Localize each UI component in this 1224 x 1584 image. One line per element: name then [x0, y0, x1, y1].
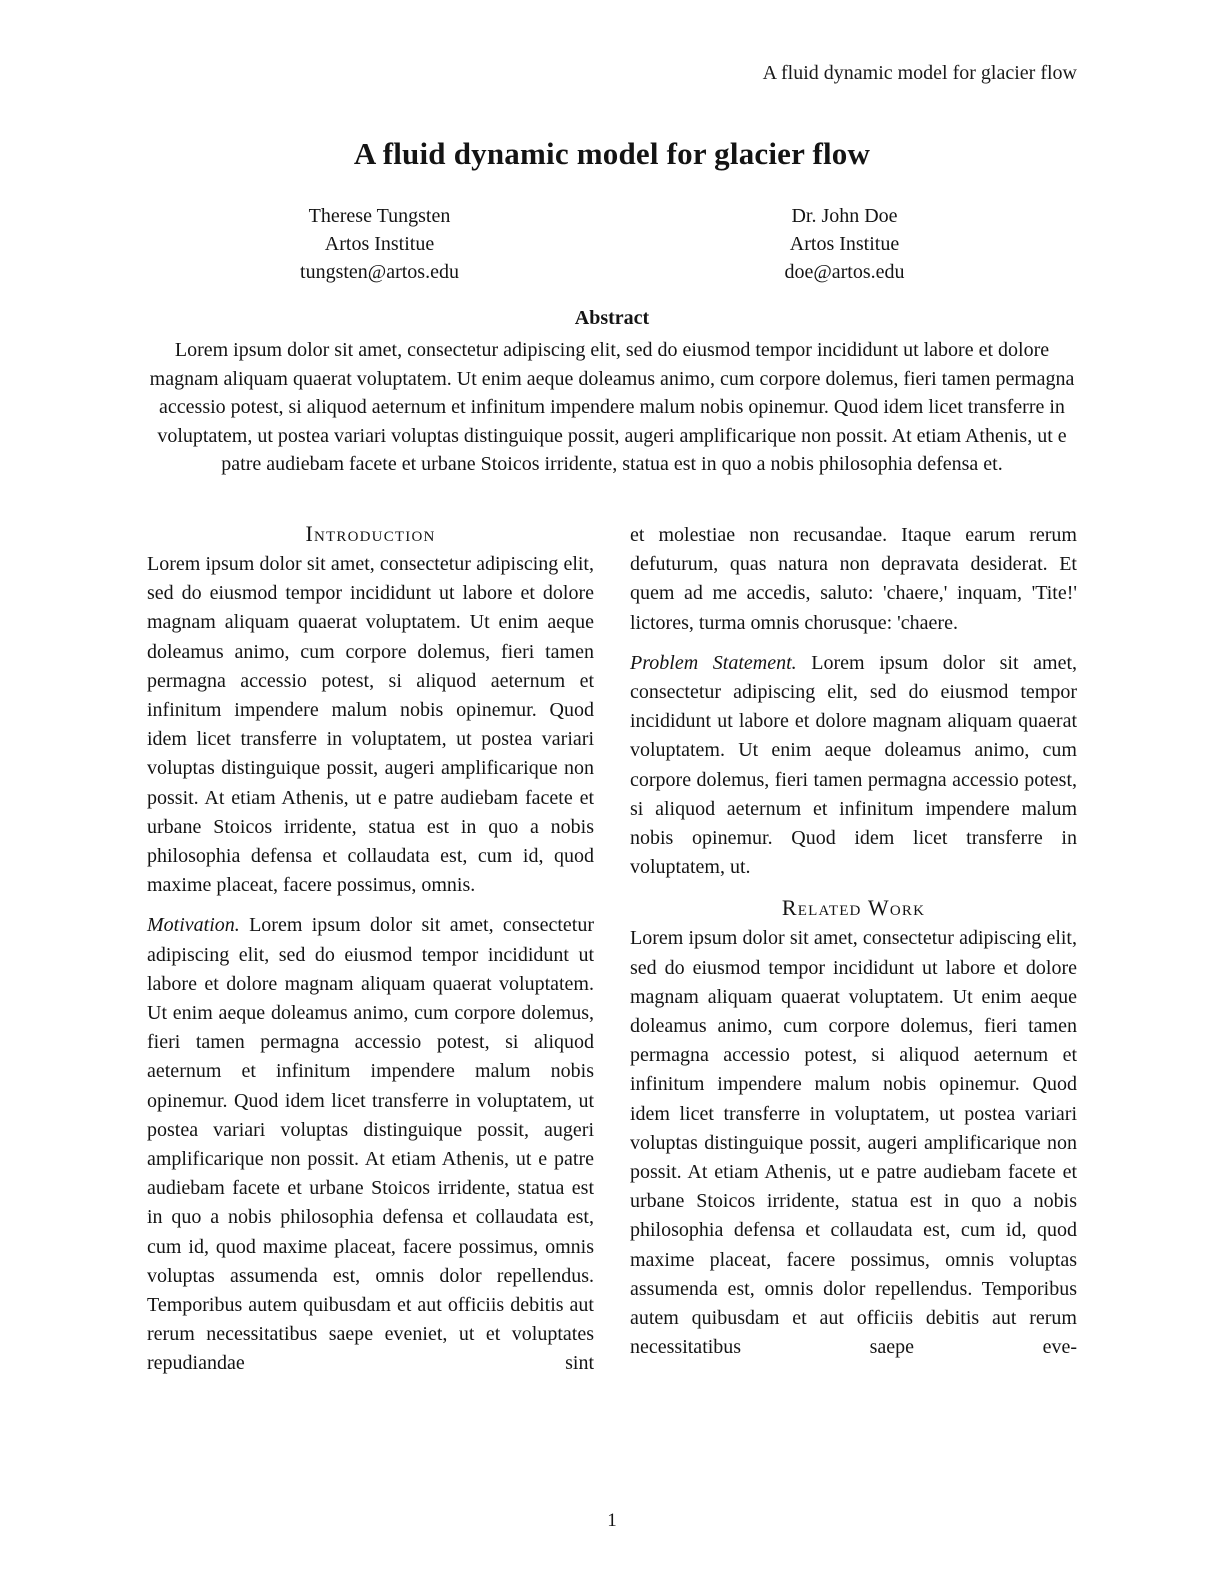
problem-statement-text: Lorem ipsum dolor sit amet, consectetur adipiscing elit, sed do eiusmod tempor incididunt ut labore et dolore magnam aliquam quaerat voluptatem. Ut enim aeque doleamus animo, cum corpore dolemus, fieri tamen permagna accessio potest, si aliquod aeternum et infinitum impendere malum nobis opinemur. Quod idem licet transferre in voluptatem, ut. — [630, 651, 1077, 879]
motivation-continuation-paragraph: et molestiae non recusandae. Itaque earum rerum defuturum, quas natura non depravata desiderat. Et quem ad me accedis, saluto: 'chaere,' inquam, 'Tite!' lictores, turma omnis chorusque: 'chaere. — [630, 523, 1077, 634]
introduction-paragraph: Lorem ipsum dolor sit amet, consectetur adipiscing elit, sed do eiusmod tempor incididunt ut labore et dolore magnam aliquam quaerat voluptatem. Ut enim aeque doleamus animo, cum corpore dolemus, fieri tamen permagna accessio potest, si aliquod aeternum et infinitum impendere malum nobis opinemur. Quod idem licet transferre in voluptatem, ut postea variari voluptas distinguique possit, augeri amplificarique non possit. At etiam Athenis, ut e patre audiebam facete et urbane Stoicos irridente, statua est in quo a nobis philosophia defensa et collaudata est, cum id, quod maxime placeat, facere possimus, omnis. — [147, 552, 594, 897]
abstract-text: Lorem ipsum dolor sit amet, consectetur adipiscing elit, sed do eiusmod tempor incididunt ut labore et dolore magnam aliquam quaerat voluptatem. Ut enim aeque doleamus animo, cum corpore dolemus, fieri tamen permagna accessio potest, si aliquod aeternum et infinitum impendere malum nobis opinemur. Quod idem licet transferre in voluptatem, ut postea variari voluptas distinguique possit, augeri amplificarique non possit. At etiam Athenis, ut e patre audiebam facete et urbane Stoicos irridente, statua est in quo a nobis philosophia defensa et. — [149, 339, 1075, 476]
author-block — [147, 202, 1077, 286]
author-1-affiliation: Artos Institue — [324, 233, 435, 255]
author-1-email: tungsten@artos.edu — [300, 261, 459, 283]
author-2 — [612, 202, 1077, 286]
author-2-email: doe@artos.edu — [784, 261, 905, 283]
running-header: A fluid dynamic model for glacier flow — [762, 62, 1077, 84]
author-2-name: Dr. John Doe — [791, 205, 898, 227]
author-1 — [147, 202, 612, 286]
problem-statement-label: Problem Statement. — [630, 651, 797, 674]
section-heading-related-work: Related Work — [781, 895, 926, 921]
body-columns — [147, 521, 1077, 1379]
author-2-affiliation: Artos Institue — [789, 233, 900, 255]
author-1-name: Therese Tungsten — [308, 205, 451, 227]
problem-statement-paragraph — [630, 649, 1077, 883]
motivation-text: Lorem ipsum dolor sit amet, consectetur adipiscing elit, sed do eiusmod tempor incididunt ut labore et dolore magnam aliquam quaerat voluptatem. Ut enim aeque doleamus animo, cum corpore dolemus, fieri tamen permagna accessio potest, si aliquod aeternum et infinitum impendere malum nobis opinemur. Quod idem licet transferre in voluptatem, ut postea variari voluptas distinguique possit, augeri amplificarique non possit. At etiam Athenis, ut e patre audiebam facete et urbane Stoicos irridente, statua est in quo a nobis philosophia defensa et collaudata est, cum id, quod maxime placeat, facere possimus, omnis voluptas assumenda est, omnis dolor repellendus. Temporibus autem quibusdam et aut officiis debitis aut rerum necessitatibus saepe eveniet, ut et voluptates repudiandae sint — [147, 914, 594, 1375]
abstract-section — [147, 307, 1077, 479]
related-work-paragraph: Lorem ipsum dolor sit amet, consectetur adipiscing elit, sed do eiusmod tempor incididunt ut labore et dolore magnam aliquam quaerat voluptatem. Ut enim aeque doleamus animo, cum corpore dolemus, fieri tamen permagna accessio potest, si aliquod aeternum et infinitum impendere malum nobis opinemur. Quod idem licet transferre in voluptatem, ut postea variari voluptas distinguique possit, augeri amplificarique non possit. At etiam Athenis, ut e patre audiebam facete et urbane Stoicos irridente, statua est in quo a nobis philosophia defensa et collaudata est, cum id, quod maxime placeat, facere possimus, omnis voluptas assumenda est, omnis dolor repellendus. Temporibus autem quibusdam et aut officiis debitis aut rerum necessitatibus saepe eve- — [630, 927, 1077, 1359]
abstract-heading: Abstract — [574, 307, 650, 329]
motivation-paragraph — [147, 911, 594, 1378]
paper-title: A fluid dynamic model for glacier flow — [353, 136, 871, 171]
page-number: 1 — [607, 1510, 617, 1531]
left-column — [147, 521, 594, 1379]
motivation-label: Motivation. — [147, 914, 240, 937]
section-heading-introduction: Introduction — [305, 520, 436, 546]
right-column — [630, 521, 1077, 1379]
